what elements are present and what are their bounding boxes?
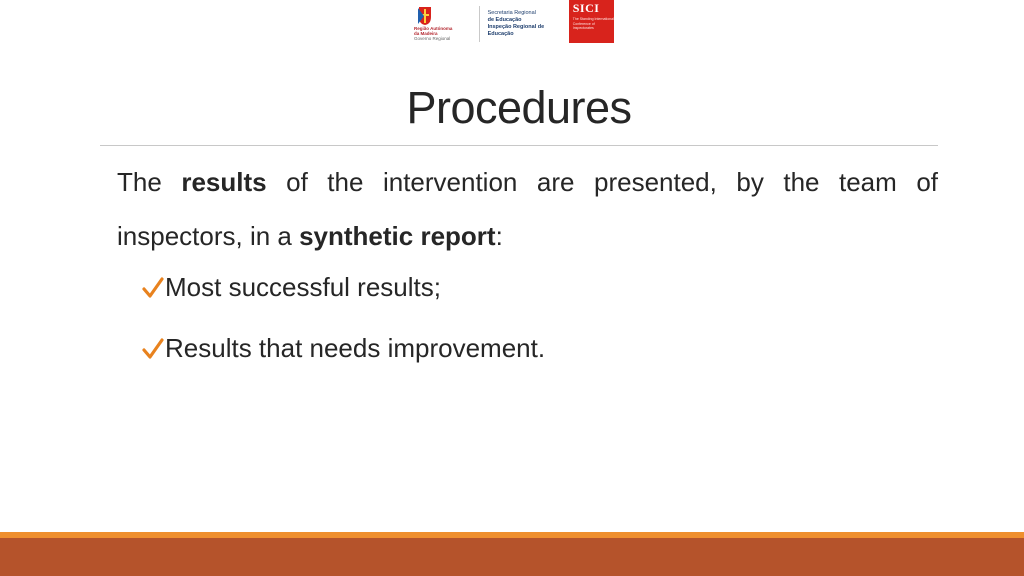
madeira-line-2: da Madeira [414,31,438,36]
madeira-line-1: Região Autónoma [414,26,453,31]
checkmark-icon [142,276,164,300]
sici-acronym: SICI [572,1,600,15]
intro-paragraph [117,155,938,263]
sici-subtitle: The Standing International Conference of Inspectorates [572,17,614,30]
title-divider [100,145,938,146]
paragraph-text-3: : [495,221,503,251]
secretaria-line-1: Secretaria Regional [487,10,536,16]
emphasis-results: results [181,167,267,197]
checkmark-icon [142,337,164,361]
emphasis-synthetic-report: synthetic report [299,221,496,251]
madeira-emblem-icon [418,6,432,26]
sici-logo [569,0,614,43]
paragraph-text-1: The [117,167,182,197]
bullet-text: Most successful results; [165,272,441,302]
madeira-logo-text [414,26,472,41]
bullet-text: Results that needs improvement. [165,333,546,363]
bullet-item-successful [142,272,441,303]
secretaria-line-3: Inspeção Regional de Educação [487,24,545,37]
secretaria-line-2: de Educação [487,17,522,23]
logo-divider [479,6,480,42]
paragraph-text-2: of the intervention are presented, by the team of inspectors, in a [117,167,938,251]
madeira-line-3: Governo Regional [414,36,451,41]
slide-title: Procedures [406,82,632,133]
madeira-government-logo [414,4,469,46]
header-logos [414,0,614,46]
bullet-item-improvement [142,333,545,364]
footer-band [0,538,1024,576]
secretaria-regional-logo [488,10,567,38]
